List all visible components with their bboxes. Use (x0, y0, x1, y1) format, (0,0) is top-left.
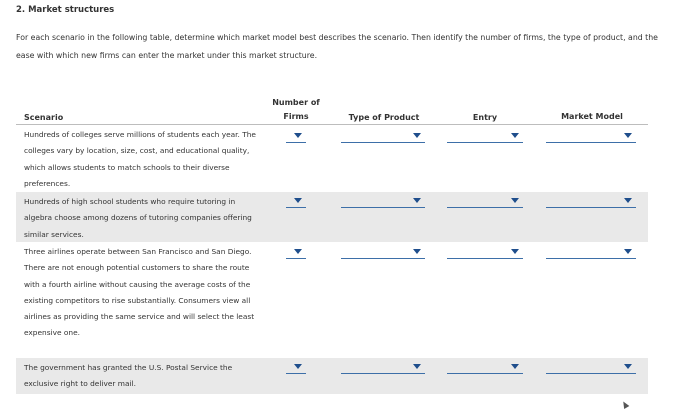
dropdown-arrow-icon (294, 198, 302, 203)
dropdown-arrow-icon (624, 133, 632, 138)
dropdown-arrow-icon (511, 133, 519, 138)
dropdown-arrow-icon (624, 198, 632, 203)
table-row (16, 125, 648, 192)
header-scenario: Scenario (24, 113, 64, 122)
dropdown-arrow-icon (413, 198, 421, 203)
model-dropdown[interactable] (546, 361, 636, 374)
firms-dropdown[interactable] (286, 246, 306, 259)
dropdown-arrow-icon (294, 133, 302, 138)
model-dropdown[interactable] (546, 130, 636, 143)
table-row (16, 242, 648, 358)
header-firms-line1: Number of (272, 98, 320, 107)
entry-dropdown[interactable] (447, 130, 523, 143)
header-firms-line2: Firms (283, 112, 309, 121)
product-dropdown[interactable] (341, 246, 425, 259)
product-dropdown[interactable] (341, 130, 425, 143)
model-dropdown[interactable] (546, 246, 636, 259)
dropdown-arrow-icon (624, 249, 632, 254)
header-entry: Entry (472, 113, 498, 122)
header-market-model: Market Model (561, 112, 623, 121)
dropdown-arrow-icon (511, 198, 519, 203)
header-number-of-firms (265, 96, 327, 124)
firms-dropdown[interactable] (286, 361, 306, 374)
dropdown-arrow-icon (624, 364, 632, 369)
scenario-text: Three airlines operate between San Francisco and San Diego. There are not enough potential customers to share the route with a fourth airline without causing the average costs of the existing competitors to rise substantially. Consumers view all airlines as providing the same service and will select the least expensive one. (24, 247, 255, 338)
instructions-text: For each scenario in the following table, determine which market model best describes the scenario. Then identify the number of firms, the type of product, and the ease with which new firms can enter the market under this market structure. (16, 33, 658, 60)
firms-dropdown[interactable] (286, 130, 306, 143)
product-dropdown[interactable] (341, 195, 425, 208)
product-dropdown[interactable] (341, 361, 425, 374)
model-dropdown[interactable] (546, 195, 636, 208)
dropdown-arrow-icon (294, 364, 302, 369)
scenario-text: The government has granted the U.S. Postal Service the exclusive right to deliver mail. (24, 363, 233, 389)
firms-dropdown[interactable] (286, 195, 306, 208)
entry-dropdown[interactable] (447, 195, 523, 208)
table-row (16, 358, 648, 394)
dropdown-arrow-icon (511, 249, 519, 254)
dropdown-arrow-icon (294, 249, 302, 254)
scenario-text: Hundreds of colleges serve millions of students each year. The colleges vary by location, size, cost, and educational quality, which allows students to match schools to their diverse preferences. (24, 130, 256, 188)
scenario-text: Hundreds of high school students who require tutoring in algebra choose among dozens of tutoring companies offering similar services. (24, 197, 252, 239)
entry-dropdown[interactable] (447, 246, 523, 259)
dropdown-arrow-icon (511, 364, 519, 369)
entry-dropdown[interactable] (447, 361, 523, 374)
dropdown-arrow-icon (413, 133, 421, 138)
dropdown-arrow-icon (413, 249, 421, 254)
table-row (16, 192, 648, 242)
header-type-of-product: Type of Product (348, 113, 420, 122)
mouse-cursor-icon (621, 400, 630, 409)
page-title: 2. Market structures (16, 5, 115, 15)
dropdown-arrow-icon (413, 364, 421, 369)
